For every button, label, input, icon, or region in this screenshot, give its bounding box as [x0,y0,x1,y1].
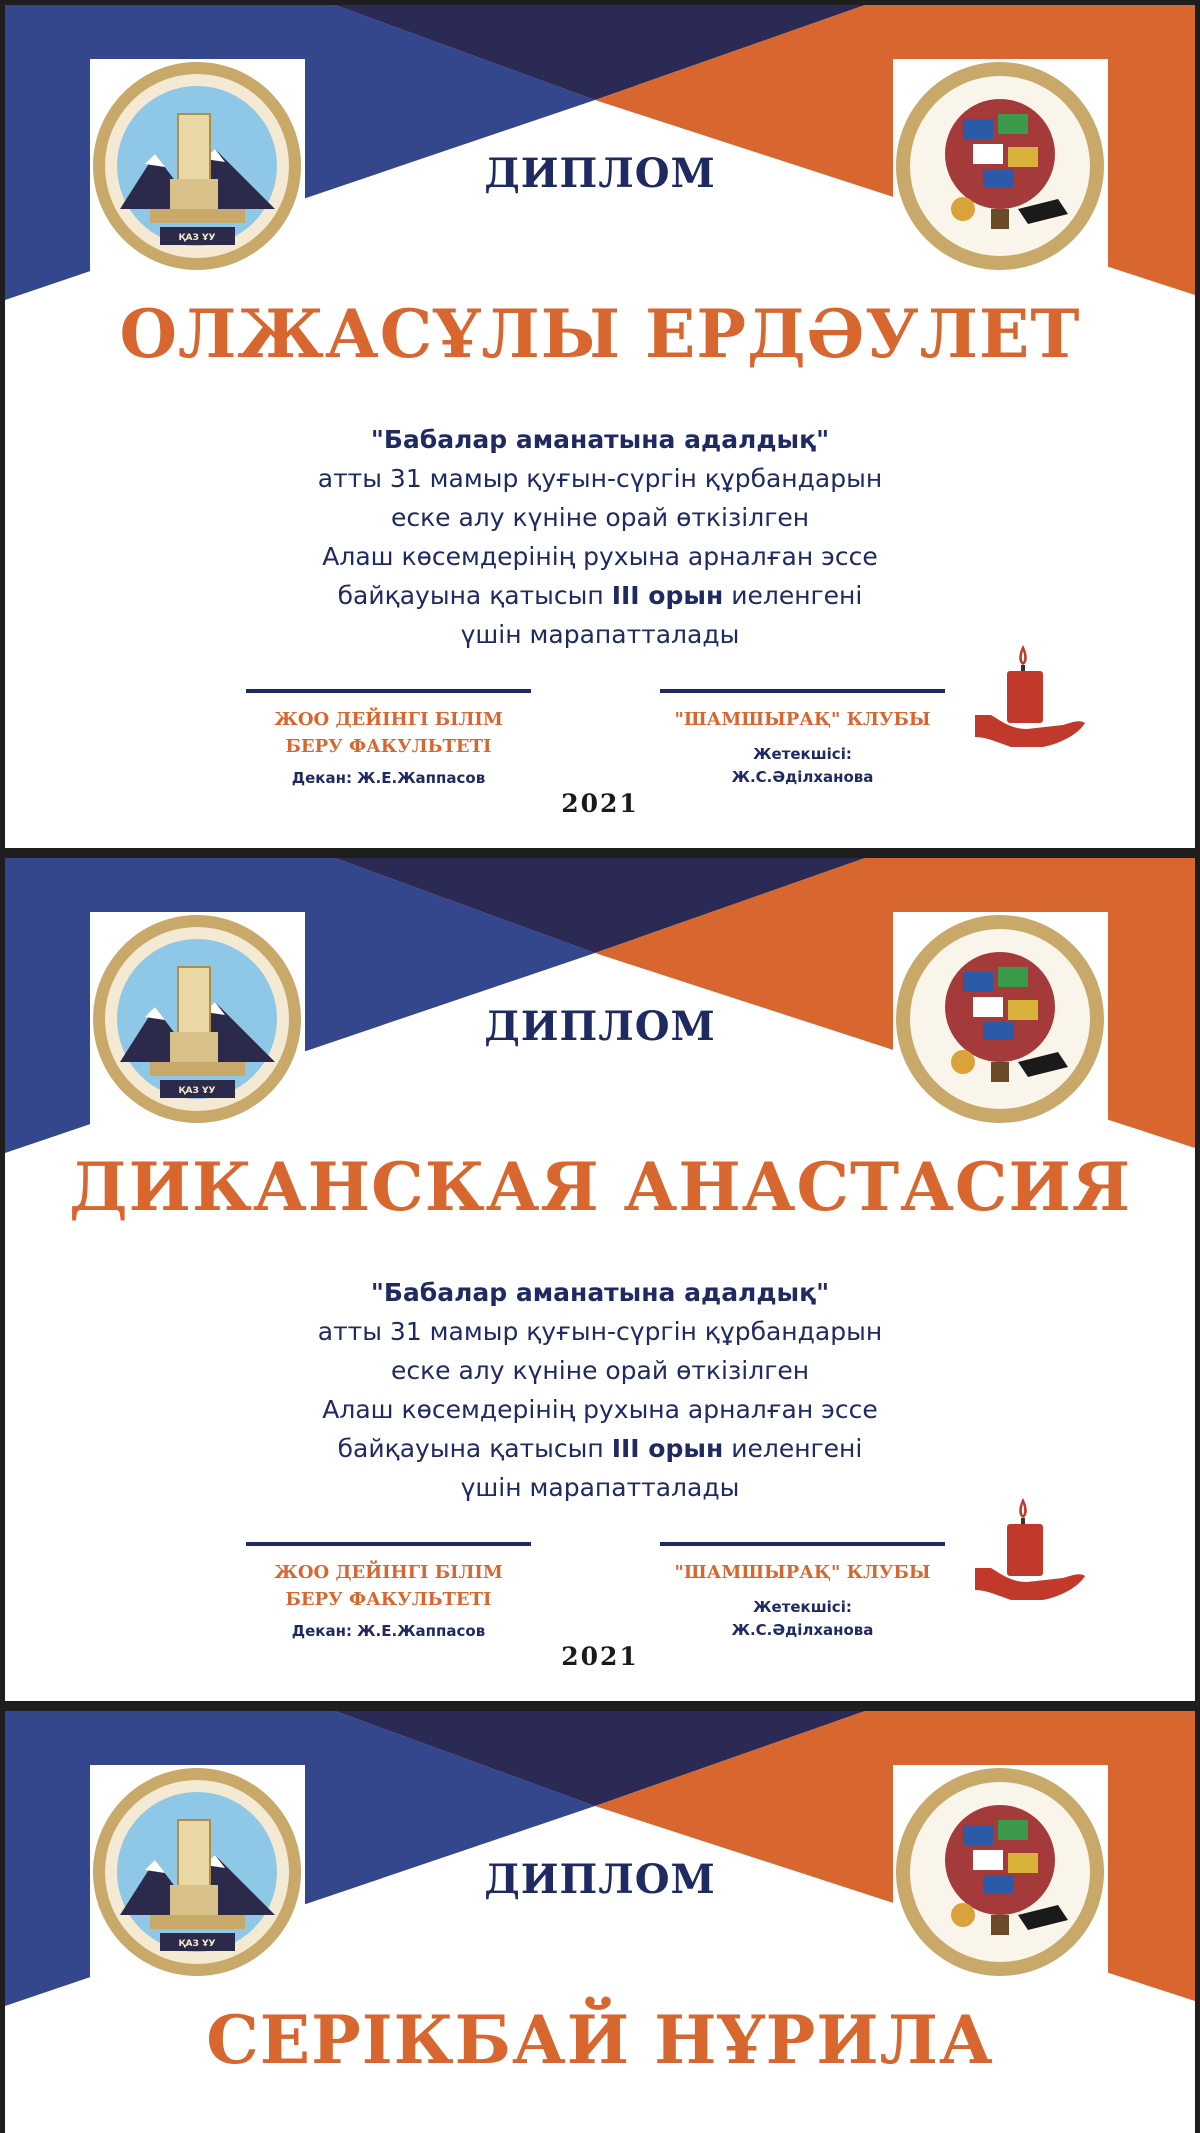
signature-line [660,689,945,693]
faculty-name-line: БЕРУ ФАКУЛЬТЕТІ [285,736,492,757]
club-leader [660,1596,945,1642]
dean-name: Декан: Ж.Е.Жаппасов [291,769,486,787]
award-description [205,1273,995,1507]
description-text: иеленгені [723,581,863,610]
recipient-name: ОЛЖАСҰЛЫ ЕРДӘУЛЕТ [119,295,1081,373]
diploma-title: ДИПЛОМ [484,1003,716,1050]
club-name: "ШАМШЫРАҚ" КЛУБЫ [674,1562,931,1583]
description-line: Алаш көсемдерінің рухына арналған эссе [322,542,878,571]
svg-text:ҚАЗ ҰУ: ҚАЗ ҰУ [178,233,216,243]
faculty-name-line: ЖОО ДЕЙІНГІ БІЛІМ [274,1562,503,1583]
diploma-title: ДИПЛОМ [484,1856,716,1903]
description-text: иеленгені [723,1434,863,1463]
description-line [205,1429,995,1468]
description-line: атты 31 мамыр қуғын-сүргін құрбандарын [317,1317,883,1346]
faculty-name [246,1559,531,1613]
award-description [205,420,995,654]
svg-text:ҚАЗ ҰУ: ҚАЗ ҰУ [178,1939,216,1949]
signature-line [246,689,531,693]
year: 2021 [561,789,639,818]
contest-title: "Бабалар аманатына адалдық" [370,1278,830,1307]
description-text: байқауына қатысып [337,581,612,610]
dean-name: Декан: Ж.Е.Жаппасов [291,1622,486,1640]
place-text: III орын [611,581,724,610]
candle-in-hand-icon [971,637,1091,757]
description-line: еске алу күніне орай өткізілген [390,503,810,532]
place-text: III орын [611,1434,724,1463]
description-line [205,576,995,615]
description-line: еске алу күніне орай өткізілген [390,1356,810,1385]
description-line: атты 31 мамыр қуғын-сүргін құрбандарын [317,464,883,493]
recipient-name: СЕРІКБАЙ НҰРИЛА [206,2001,994,2079]
candle-in-hand-icon [971,1490,1091,1610]
description-line: үшін марапатталады [460,1473,740,1502]
faculty-name-line: БЕРУ ФАКУЛЬТЕТІ [285,1589,492,1610]
leader-name: Ж.С.Әділханова [731,1621,874,1639]
signature-line [246,1542,531,1546]
diploma-card [5,858,1195,1701]
recipient-name: ДИКАНСКАЯ АНАСТАСИЯ [68,1148,1132,1226]
diploma-card [5,1711,1195,2133]
svg-text:ҚАЗ ҰУ: ҚАЗ ҰУ [178,1086,216,1096]
club-name: "ШАМШЫРАҚ" КЛУБЫ [674,709,931,730]
description-text: байқауына қатысып [337,1434,612,1463]
signature-line [660,1542,945,1546]
description-line: Алаш көсемдерінің рухына арналған эссе [322,1395,878,1424]
faculty-name-line: ЖОО ДЕЙІНГІ БІЛІМ [274,709,503,730]
diploma-title: ДИПЛОМ [484,150,716,197]
leader-label: Жетекшісі: [753,1598,852,1616]
leader-label: Жетекшісі: [753,745,852,763]
faculty-name [246,706,531,760]
year: 2021 [561,1642,639,1671]
club-leader [660,743,945,789]
diploma-card [5,5,1195,848]
leader-name: Ж.С.Әділханова [731,768,874,786]
description-line: үшін марапатталады [460,620,740,649]
contest-title: "Бабалар аманатына адалдық" [370,425,830,454]
